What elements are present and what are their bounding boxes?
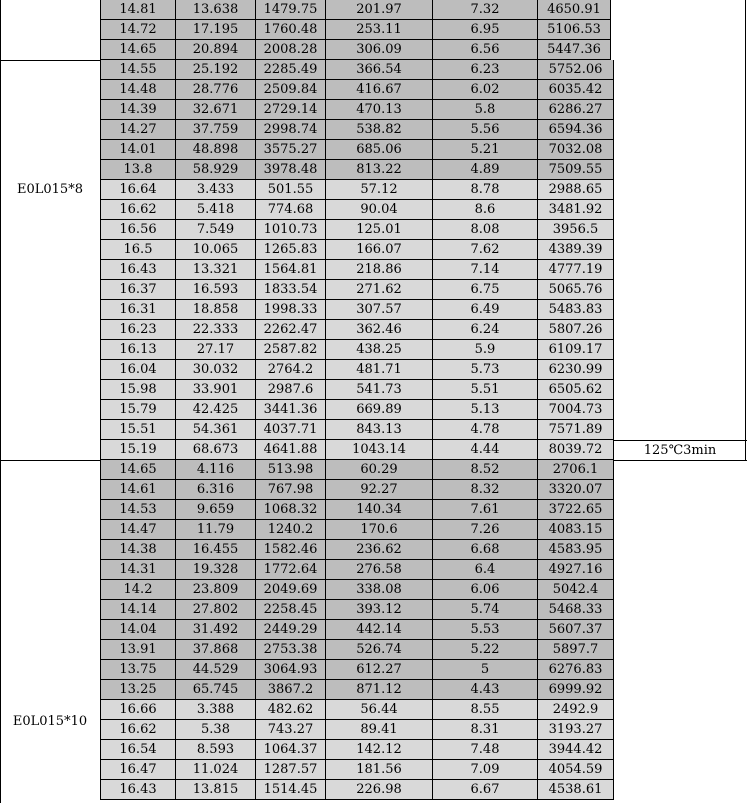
table-row — [100, 40, 611, 61]
table-cell: 16.64 — [100, 180, 176, 200]
table-cell: 8.55 — [433, 700, 538, 720]
table-cell: 743.27 — [256, 720, 326, 740]
table-cell: 5.56 — [433, 120, 538, 140]
table-cell: 538.82 — [326, 120, 433, 140]
table-cell: 14.31 — [100, 560, 176, 580]
table-cell: 2706.1 — [538, 460, 614, 480]
table-row — [100, 540, 614, 561]
group-label-1: E0L015*8 — [17, 182, 83, 197]
table-cell: 7.48 — [433, 740, 538, 760]
table-cell: 44.529 — [176, 660, 256, 680]
table-row — [100, 200, 614, 221]
table-cell: 13.815 — [176, 780, 256, 800]
table-cell: 2449.29 — [256, 620, 326, 640]
table-cell: 3.388 — [176, 700, 256, 720]
table-cell: 513.98 — [256, 460, 326, 480]
table-cell: 7.09 — [433, 760, 538, 780]
table-cell: 14.04 — [100, 620, 176, 640]
table-row — [100, 300, 614, 321]
table-cell: 253.11 — [326, 20, 433, 40]
table-cell: 13.75 — [100, 660, 176, 680]
table-cell: 685.06 — [326, 140, 433, 160]
table-right-border-top — [745, 0, 746, 60]
table-cell: 4.78 — [433, 420, 538, 440]
table-cell: 5607.37 — [538, 620, 614, 640]
table-cell: 54.361 — [176, 420, 256, 440]
table-row — [100, 780, 614, 801]
table-cell: 14.61 — [100, 480, 176, 500]
table-cell: 14.2 — [100, 580, 176, 600]
table-cell: 843.13 — [326, 420, 433, 440]
table-cell: 14.27 — [100, 120, 176, 140]
table-cell: 501.55 — [256, 180, 326, 200]
table-cell: 2492.9 — [538, 700, 614, 720]
table-cell: 201.97 — [326, 0, 433, 20]
table-cell: 7571.89 — [538, 420, 614, 440]
table-cell: 5.8 — [433, 100, 538, 120]
table-cell: 30.032 — [176, 360, 256, 380]
table-cell: 3978.48 — [256, 160, 326, 180]
table-cell: 6.49 — [433, 300, 538, 320]
table-cell: 470.13 — [326, 100, 433, 120]
table-cell: 4.89 — [433, 160, 538, 180]
table-cell: 6505.62 — [538, 380, 614, 400]
table-cell: 1998.33 — [256, 300, 326, 320]
table-cell: 5.51 — [433, 380, 538, 400]
table-row — [100, 320, 614, 341]
table-cell: 6999.92 — [538, 680, 614, 700]
table-cell: 4054.59 — [538, 760, 614, 780]
table-cell: 3956.5 — [538, 220, 614, 240]
table-cell: 33.901 — [176, 380, 256, 400]
table-cell: 11.79 — [176, 520, 256, 540]
table-cell: 482.62 — [256, 700, 326, 720]
table-cell: 58.929 — [176, 160, 256, 180]
table-cell: 16.455 — [176, 540, 256, 560]
table-cell: 226.98 — [326, 780, 433, 800]
table-cell: 20.894 — [176, 40, 256, 60]
table-row — [100, 120, 614, 141]
table-cell: 2285.49 — [256, 60, 326, 80]
table-cell: 7.32 — [433, 0, 538, 20]
table-cell: 23.809 — [176, 580, 256, 600]
table-cell: 16.31 — [100, 300, 176, 320]
table-row — [100, 280, 614, 301]
table-cell: 5.21 — [433, 140, 538, 160]
table-cell: 5447.36 — [538, 40, 611, 60]
table-cell: 4083.15 — [538, 520, 614, 540]
table-cell: 541.73 — [326, 380, 433, 400]
table-cell: 8.593 — [176, 740, 256, 760]
table-cell: 3944.42 — [538, 740, 614, 760]
table-cell: 3193.27 — [538, 720, 614, 740]
table-cell: 5.22 — [433, 640, 538, 660]
table-cell: 181.56 — [326, 760, 433, 780]
table-row — [100, 140, 614, 161]
table-cell: 2008.28 — [256, 40, 326, 60]
table-row — [100, 480, 614, 501]
table-cell: 813.22 — [326, 160, 433, 180]
table-cell: 5106.53 — [538, 20, 611, 40]
table-cell: 3481.92 — [538, 200, 614, 220]
table-cell: 6109.17 — [538, 340, 614, 360]
table-cell: 16.593 — [176, 280, 256, 300]
table-cell: 7004.73 — [538, 400, 614, 420]
table-cell: 8.52 — [433, 460, 538, 480]
table-cell: 1479.75 — [256, 0, 326, 20]
table-row — [100, 660, 614, 681]
table-cell: 13.8 — [100, 160, 176, 180]
table-cell: 2258.45 — [256, 600, 326, 620]
table-cell: 125.01 — [326, 220, 433, 240]
table-cell: 90.04 — [326, 200, 433, 220]
table-row — [100, 220, 614, 241]
table-cell: 7.549 — [176, 220, 256, 240]
table-cell: 2987.6 — [256, 380, 326, 400]
table-cell: 6.67 — [433, 780, 538, 800]
table-cell: 236.62 — [326, 540, 433, 560]
table-cell: 5.418 — [176, 200, 256, 220]
table-cell: 3722.65 — [538, 500, 614, 520]
table-cell: 16.13 — [100, 340, 176, 360]
table-cell: 14.01 — [100, 140, 176, 160]
table-cell: 15.19 — [100, 440, 176, 460]
table-cell: 7509.55 — [538, 160, 614, 180]
condition-note: 125℃3min — [643, 443, 717, 458]
table-cell: 1514.45 — [256, 780, 326, 800]
table-cell: 416.67 — [326, 80, 433, 100]
table-cell: 13.91 — [100, 640, 176, 660]
table-cell: 3320.07 — [538, 480, 614, 500]
table-cell: 142.12 — [326, 740, 433, 760]
table-cell: 14.53 — [100, 500, 176, 520]
table-cell: 481.71 — [326, 360, 433, 380]
table-row — [100, 100, 614, 121]
table-cell: 526.74 — [326, 640, 433, 660]
table-cell: 5065.76 — [538, 280, 614, 300]
table-cell: 8.31 — [433, 720, 538, 740]
table-cell: 31.492 — [176, 620, 256, 640]
table-cell: 8.6 — [433, 200, 538, 220]
table-cell: 89.41 — [326, 720, 433, 740]
table-cell: 6.68 — [433, 540, 538, 560]
table-cell: 3441.36 — [256, 400, 326, 420]
table-cell: 218.86 — [326, 260, 433, 280]
table-cell: 22.333 — [176, 320, 256, 340]
table-cell: 19.328 — [176, 560, 256, 580]
table-cell: 28.776 — [176, 80, 256, 100]
table-cell: 1265.83 — [256, 240, 326, 260]
table-cell: 6.24 — [433, 320, 538, 340]
table-cell: 1564.81 — [256, 260, 326, 280]
table-row — [100, 380, 614, 401]
table-cell: 13.25 — [100, 680, 176, 700]
table-cell: 16.54 — [100, 740, 176, 760]
table-cell: 8039.72 — [538, 440, 614, 460]
table-cell: 5807.26 — [538, 320, 614, 340]
table-cell: 16.62 — [100, 200, 176, 220]
table-cell: 4538.61 — [538, 780, 614, 800]
table-cell: 140.34 — [326, 500, 433, 520]
table-cell: 14.39 — [100, 100, 176, 120]
table-cell: 6.316 — [176, 480, 256, 500]
table-cell: 871.12 — [326, 680, 433, 700]
table-cell: 4583.95 — [538, 540, 614, 560]
table-cell: 15.79 — [100, 400, 176, 420]
table-cell: 1772.64 — [256, 560, 326, 580]
table-row — [100, 560, 614, 581]
table-cell: 7.62 — [433, 240, 538, 260]
table-cell: 5042.4 — [538, 580, 614, 600]
table-cell: 7.61 — [433, 500, 538, 520]
table-row — [100, 460, 614, 481]
table-cell: 27.802 — [176, 600, 256, 620]
table-cell: 16.62 — [100, 720, 176, 740]
table-row — [100, 700, 614, 721]
table-cell: 3.433 — [176, 180, 256, 200]
table-cell: 5.13 — [433, 400, 538, 420]
table-cell: 5.74 — [433, 600, 538, 620]
table-cell: 17.195 — [176, 20, 256, 40]
table-row — [100, 520, 614, 541]
table-cell: 5 — [433, 660, 538, 680]
table-cell: 8.78 — [433, 180, 538, 200]
table-cell: 25.192 — [176, 60, 256, 80]
table-row — [100, 740, 614, 761]
table-cell: 14.38 — [100, 540, 176, 560]
table-cell: 13.321 — [176, 260, 256, 280]
table-cell: 2509.84 — [256, 80, 326, 100]
table-row — [100, 360, 614, 381]
table-cell: 32.671 — [176, 100, 256, 120]
table-cell: 366.54 — [326, 60, 433, 80]
table-cell: 1582.46 — [256, 540, 326, 560]
table-row — [100, 400, 614, 421]
table-row — [100, 160, 614, 181]
table-row — [100, 580, 614, 601]
table-cell: 18.858 — [176, 300, 256, 320]
table-cell: 6230.99 — [538, 360, 614, 380]
table-cell: 92.27 — [326, 480, 433, 500]
table-cell: 16.43 — [100, 780, 176, 800]
table-cell: 5.38 — [176, 720, 256, 740]
table-cell: 16.66 — [100, 700, 176, 720]
group-separator-1 — [0, 60, 100, 61]
table-row — [100, 440, 614, 461]
table-cell: 170.6 — [326, 520, 433, 540]
table-row — [100, 80, 614, 101]
table-cell: 306.09 — [326, 40, 433, 60]
table-cell: 56.44 — [326, 700, 433, 720]
table-cell: 57.12 — [326, 180, 433, 200]
table-cell: 2988.65 — [538, 180, 614, 200]
table-cell: 1010.73 — [256, 220, 326, 240]
table-cell: 37.759 — [176, 120, 256, 140]
table-cell: 166.07 — [326, 240, 433, 260]
table-row — [100, 20, 611, 41]
table-cell: 4650.91 — [538, 0, 611, 20]
table-cell: 48.898 — [176, 140, 256, 160]
table-cell: 14.47 — [100, 520, 176, 540]
table-cell: 669.89 — [326, 400, 433, 420]
table-cell: 15.98 — [100, 380, 176, 400]
table-cell: 1287.57 — [256, 760, 326, 780]
table-cell: 14.81 — [100, 0, 176, 20]
note-row-top — [614, 440, 747, 441]
table-cell: 5.53 — [433, 620, 538, 640]
table-cell: 14.48 — [100, 80, 176, 100]
table-row — [100, 340, 614, 361]
table-cell: 16.43 — [100, 260, 176, 280]
table-cell: 3867.2 — [256, 680, 326, 700]
table-cell: 2262.47 — [256, 320, 326, 340]
table-cell: 5483.83 — [538, 300, 614, 320]
table-cell: 37.868 — [176, 640, 256, 660]
table-row — [100, 760, 614, 781]
table-cell: 14.72 — [100, 20, 176, 40]
table-cell: 10.065 — [176, 240, 256, 260]
table-cell: 2587.82 — [256, 340, 326, 360]
table-cell: 6035.42 — [538, 80, 614, 100]
table-cell: 27.17 — [176, 340, 256, 360]
table-cell: 307.57 — [326, 300, 433, 320]
table-cell: 4.116 — [176, 460, 256, 480]
table-cell: 1068.32 — [256, 500, 326, 520]
table-cell: 2764.2 — [256, 360, 326, 380]
table-row — [100, 240, 614, 261]
table-cell: 4777.19 — [538, 260, 614, 280]
table-cell: 6.23 — [433, 60, 538, 80]
table-cell: 1833.54 — [256, 280, 326, 300]
table-cell: 612.27 — [326, 660, 433, 680]
table-cell: 442.14 — [326, 620, 433, 640]
table-cell: 3575.27 — [256, 140, 326, 160]
table-cell: 393.12 — [326, 600, 433, 620]
table-row — [100, 180, 614, 201]
table-cell: 2753.38 — [256, 640, 326, 660]
table-row — [100, 620, 614, 641]
table-cell: 14.55 — [100, 60, 176, 80]
table-cell: 7.26 — [433, 520, 538, 540]
table-left-border — [0, 0, 1, 803]
table-row — [100, 260, 614, 281]
table-row — [100, 420, 614, 441]
table-cell: 5.9 — [433, 340, 538, 360]
table-cell: 338.08 — [326, 580, 433, 600]
table-cell: 11.024 — [176, 760, 256, 780]
table-row — [100, 680, 614, 701]
table-cell: 2049.69 — [256, 580, 326, 600]
table-cell: 6.06 — [433, 580, 538, 600]
table-cell: 6.4 — [433, 560, 538, 580]
table-cell: 4.44 — [433, 440, 538, 460]
table-cell: 4389.39 — [538, 240, 614, 260]
table-cell: 9.659 — [176, 500, 256, 520]
table-cell: 5.73 — [433, 360, 538, 380]
table-cell: 6594.36 — [538, 120, 614, 140]
table-row — [100, 600, 614, 621]
table-cell: 6.56 — [433, 40, 538, 60]
table-cell: 7.14 — [433, 260, 538, 280]
table-cell: 13.638 — [176, 0, 256, 20]
table-cell: 3064.93 — [256, 660, 326, 680]
group-label-2: E0L015*10 — [12, 714, 88, 729]
table-cell: 6276.83 — [538, 660, 614, 680]
table-row — [100, 0, 611, 21]
table-cell: 8.32 — [433, 480, 538, 500]
table-cell: 2729.14 — [256, 100, 326, 120]
table-cell: 16.56 — [100, 220, 176, 240]
table-cell: 4641.88 — [256, 440, 326, 460]
table-cell: 4.43 — [433, 680, 538, 700]
table-cell: 6.95 — [433, 20, 538, 40]
table-cell: 16.23 — [100, 320, 176, 340]
table-cell: 16.5 — [100, 240, 176, 260]
table-cell: 1760.48 — [256, 20, 326, 40]
table-cell: 1064.37 — [256, 740, 326, 760]
table-cell: 68.673 — [176, 440, 256, 460]
table-cell: 14.65 — [100, 460, 176, 480]
table-cell: 438.25 — [326, 340, 433, 360]
table-cell: 15.51 — [100, 420, 176, 440]
table-cell: 60.29 — [326, 460, 433, 480]
table-row — [100, 500, 614, 521]
table-right-border-mid — [745, 60, 746, 461]
table-cell: 6286.27 — [538, 100, 614, 120]
table-cell: 4927.16 — [538, 560, 614, 580]
table-cell: 774.68 — [256, 200, 326, 220]
table-cell: 65.745 — [176, 680, 256, 700]
table-cell: 271.62 — [326, 280, 433, 300]
table-cell: 5468.33 — [538, 600, 614, 620]
table-row — [100, 640, 614, 661]
table-cell: 5897.7 — [538, 640, 614, 660]
table-cell: 276.58 — [326, 560, 433, 580]
table-cell: 14.14 — [100, 600, 176, 620]
table-cell: 767.98 — [256, 480, 326, 500]
table-row — [100, 60, 614, 81]
table-cell: 1240.2 — [256, 520, 326, 540]
table-cell: 4037.71 — [256, 420, 326, 440]
table-cell: 6.75 — [433, 280, 538, 300]
table-row — [100, 720, 614, 741]
table-cell: 16.04 — [100, 360, 176, 380]
table-cell: 16.47 — [100, 760, 176, 780]
table-cell: 42.425 — [176, 400, 256, 420]
table-cell: 2998.74 — [256, 120, 326, 140]
table-cell: 7032.08 — [538, 140, 614, 160]
table-cell: 16.37 — [100, 280, 176, 300]
table-cell: 5752.06 — [538, 60, 614, 80]
table-cell: 1043.14 — [326, 440, 433, 460]
table-cell: 6.02 — [433, 80, 538, 100]
table-cell: 8.08 — [433, 220, 538, 240]
table-cell: 362.46 — [326, 320, 433, 340]
table-cell: 14.65 — [100, 40, 176, 60]
